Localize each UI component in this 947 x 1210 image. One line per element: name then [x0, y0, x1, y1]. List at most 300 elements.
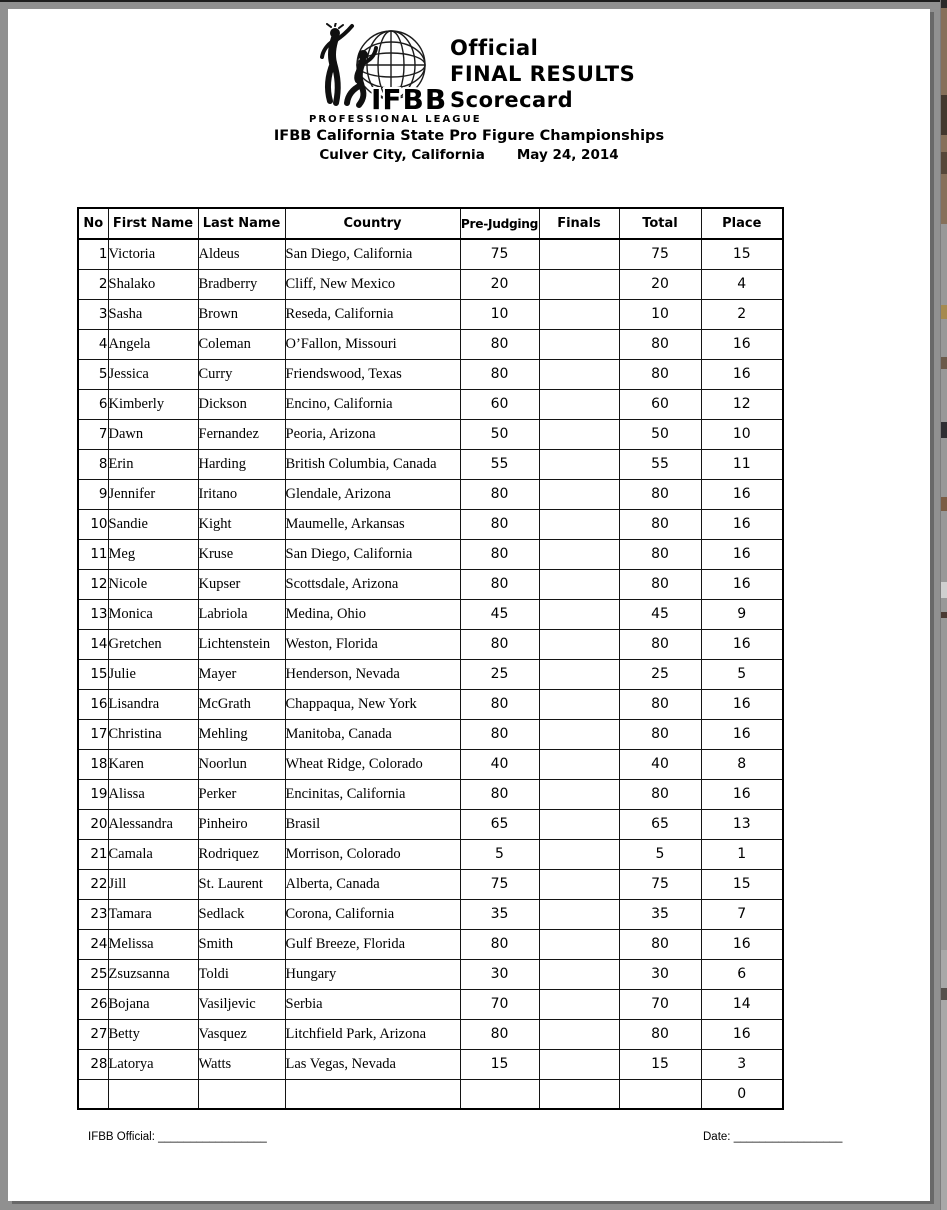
- background-window-fragment: [941, 582, 947, 598]
- doc-type-line-3: Scorecard: [450, 88, 574, 112]
- cell-first-name: Nicole: [108, 569, 198, 599]
- cell-last-name: Iritano: [198, 479, 285, 509]
- table-row: [78, 509, 783, 539]
- table-row: [78, 1049, 783, 1079]
- table-row: [78, 929, 783, 959]
- cell-pre-judging: 25: [460, 659, 539, 689]
- cell-total: 80: [619, 509, 701, 539]
- logo-org-text: IFBB: [371, 83, 448, 116]
- cell-place: 12: [701, 389, 783, 419]
- cell-place: 16: [701, 359, 783, 389]
- cell-no: [78, 1079, 108, 1109]
- cell-first-name: Alessandra: [108, 809, 198, 839]
- cell-country: Henderson, Nevada: [285, 659, 460, 689]
- cell-place: 16: [701, 569, 783, 599]
- cell-total: 80: [619, 689, 701, 719]
- cell-country: Las Vegas, Nevada: [285, 1049, 460, 1079]
- cell-first-name: Jennifer: [108, 479, 198, 509]
- table-row: [78, 1079, 783, 1109]
- cell-pre-judging: 30: [460, 959, 539, 989]
- cell-first-name: Jill: [108, 869, 198, 899]
- table-row: [78, 869, 783, 899]
- cell-country: San Diego, California: [285, 239, 460, 269]
- cell-finals: [539, 1019, 619, 1049]
- cell-country: Weston, Florida: [285, 629, 460, 659]
- background-window-fragment: [941, 95, 947, 135]
- table-row: [78, 689, 783, 719]
- cell-country: Chappaqua, New York: [285, 689, 460, 719]
- cell-pre-judging: 80: [460, 779, 539, 809]
- cell-place: 16: [701, 509, 783, 539]
- cell-country: Wheat Ridge, Colorado: [285, 749, 460, 779]
- cell-finals: [539, 299, 619, 329]
- cell-first-name: Tamara: [108, 899, 198, 929]
- cell-total: 80: [619, 479, 701, 509]
- background-window-fragment: [941, 305, 947, 319]
- cell-no: 10: [78, 509, 108, 539]
- cell-last-name: Sedlack: [198, 899, 285, 929]
- cell-no: 6: [78, 389, 108, 419]
- table-row: [78, 269, 783, 299]
- cell-first-name: Zsuzsanna: [108, 959, 198, 989]
- cell-finals: [539, 749, 619, 779]
- background-window-fragment: [941, 497, 947, 511]
- cell-finals: [539, 1079, 619, 1109]
- table-row: [78, 1019, 783, 1049]
- cell-finals: [539, 989, 619, 1019]
- background-window-fragment: [941, 0, 947, 8]
- cell-place: 0: [701, 1079, 783, 1109]
- cell-place: 16: [701, 329, 783, 359]
- cell-country: Glendale, Arizona: [285, 479, 460, 509]
- cell-last-name: Dickson: [198, 389, 285, 419]
- cell-total: 75: [619, 239, 701, 269]
- cell-no: 26: [78, 989, 108, 1019]
- cell-no: 11: [78, 539, 108, 569]
- cell-no: 2: [78, 269, 108, 299]
- cell-no: 8: [78, 449, 108, 479]
- cell-no: 16: [78, 689, 108, 719]
- table-row: [78, 839, 783, 869]
- cell-first-name: Christina: [108, 719, 198, 749]
- cell-finals: [539, 449, 619, 479]
- cell-pre-judging: 80: [460, 569, 539, 599]
- cell-last-name: St. Laurent: [198, 869, 285, 899]
- cell-first-name: Karen: [108, 749, 198, 779]
- table-row: [78, 419, 783, 449]
- cell-first-name: Betty: [108, 1019, 198, 1049]
- cell-first-name: Sandie: [108, 509, 198, 539]
- cell-pre-judging: 80: [460, 479, 539, 509]
- cell-first-name: Kimberly: [108, 389, 198, 419]
- cell-no: 7: [78, 419, 108, 449]
- cell-finals: [539, 809, 619, 839]
- cell-pre-judging: 80: [460, 359, 539, 389]
- cell-pre-judging: 80: [460, 629, 539, 659]
- cell-finals: [539, 779, 619, 809]
- cell-country: O’Fallon, Missouri: [285, 329, 460, 359]
- cell-pre-judging: 40: [460, 749, 539, 779]
- cell-last-name: Fernandez: [198, 419, 285, 449]
- cell-first-name: Meg: [108, 539, 198, 569]
- table-row: [78, 539, 783, 569]
- cell-total: 45: [619, 599, 701, 629]
- header-row: [78, 208, 783, 239]
- table-row: [78, 569, 783, 599]
- cell-first-name: Monica: [108, 599, 198, 629]
- table-row: [78, 629, 783, 659]
- cell-total: 80: [619, 569, 701, 599]
- cell-finals: [539, 419, 619, 449]
- cell-first-name: Sasha: [108, 299, 198, 329]
- cell-last-name: Watts: [198, 1049, 285, 1079]
- cell-pre-judging: 80: [460, 1019, 539, 1049]
- cell-total: [619, 1079, 701, 1109]
- cell-no: 25: [78, 959, 108, 989]
- cell-last-name: Noorlun: [198, 749, 285, 779]
- cell-total: 80: [619, 1019, 701, 1049]
- cell-last-name: Vasquez: [198, 1019, 285, 1049]
- cell-first-name: Gretchen: [108, 629, 198, 659]
- cell-country: San Diego, California: [285, 539, 460, 569]
- cell-no: 21: [78, 839, 108, 869]
- table-row: [78, 779, 783, 809]
- cell-place: 1: [701, 839, 783, 869]
- cell-pre-judging: 80: [460, 689, 539, 719]
- cell-total: 75: [619, 869, 701, 899]
- cell-no: 14: [78, 629, 108, 659]
- cell-pre-judging: 5: [460, 839, 539, 869]
- column-header-no: No: [78, 208, 108, 239]
- cell-finals: [539, 659, 619, 689]
- cell-total: 80: [619, 719, 701, 749]
- cell-last-name: Kruse: [198, 539, 285, 569]
- cell-last-name: Harding: [198, 449, 285, 479]
- cell-place: 7: [701, 899, 783, 929]
- cell-first-name: Victoria: [108, 239, 198, 269]
- cell-last-name: Vasiljevic: [198, 989, 285, 1019]
- cell-last-name: Coleman: [198, 329, 285, 359]
- cell-finals: [539, 569, 619, 599]
- column-header-pre-judging: Pre-Judging: [460, 208, 539, 239]
- cell-country: Litchfield Park, Arizona: [285, 1019, 460, 1049]
- table-row: [78, 719, 783, 749]
- cell-no: 20: [78, 809, 108, 839]
- cell-place: 15: [701, 869, 783, 899]
- cell-first-name: Shalako: [108, 269, 198, 299]
- column-header-last-name: Last Name: [198, 208, 285, 239]
- cell-last-name: Perker: [198, 779, 285, 809]
- cell-no: 27: [78, 1019, 108, 1049]
- cell-finals: [539, 929, 619, 959]
- background-window-fragment: [941, 612, 947, 618]
- background-window-fragment: [941, 152, 947, 174]
- column-header-total: Total: [619, 208, 701, 239]
- cell-pre-judging: 20: [460, 269, 539, 299]
- cell-place: 4: [701, 269, 783, 299]
- cell-first-name: Dawn: [108, 419, 198, 449]
- cell-pre-judging: [460, 1079, 539, 1109]
- cell-last-name: Pinheiro: [198, 809, 285, 839]
- cell-place: 13: [701, 809, 783, 839]
- cell-place: 16: [701, 1019, 783, 1049]
- cell-place: 16: [701, 779, 783, 809]
- cell-finals: [539, 719, 619, 749]
- cell-place: 16: [701, 629, 783, 659]
- cell-finals: [539, 479, 619, 509]
- doc-type-line-2: FINAL RESULTS: [450, 62, 636, 86]
- table-row: [78, 749, 783, 779]
- cell-pre-judging: 75: [460, 239, 539, 269]
- cell-finals: [539, 239, 619, 269]
- cell-no: 23: [78, 899, 108, 929]
- cell-first-name: Lisandra: [108, 689, 198, 719]
- cell-place: 8: [701, 749, 783, 779]
- event-location: Culver City, California: [319, 147, 485, 163]
- cell-finals: [539, 539, 619, 569]
- table-row: [78, 479, 783, 509]
- cell-total: 10: [619, 299, 701, 329]
- cell-total: 60: [619, 389, 701, 419]
- background-window-fragment: [941, 988, 947, 1000]
- cell-last-name: [198, 1079, 285, 1109]
- cell-place: 16: [701, 539, 783, 569]
- cell-pre-judging: 80: [460, 929, 539, 959]
- cell-finals: [539, 869, 619, 899]
- results-table: [77, 207, 784, 1110]
- cell-no: 19: [78, 779, 108, 809]
- cell-first-name: Camala: [108, 839, 198, 869]
- cell-country: Brasil: [285, 809, 460, 839]
- cell-total: 80: [619, 539, 701, 569]
- cell-last-name: Smith: [198, 929, 285, 959]
- cell-place: 3: [701, 1049, 783, 1079]
- table-row: [78, 299, 783, 329]
- logo-tagline-text: PROFESSIONAL LEAGUE: [309, 114, 481, 125]
- cell-no: 24: [78, 929, 108, 959]
- cell-country: Encinitas, California: [285, 779, 460, 809]
- cell-country: Corona, California: [285, 899, 460, 929]
- cell-pre-judging: 75: [460, 869, 539, 899]
- cell-last-name: Brown: [198, 299, 285, 329]
- cell-finals: [539, 959, 619, 989]
- cell-finals: [539, 599, 619, 629]
- cell-no: 17: [78, 719, 108, 749]
- doc-type-title: [450, 35, 635, 113]
- cell-country: Scottsdale, Arizona: [285, 569, 460, 599]
- viewer-top-border: [0, 0, 947, 2]
- cell-country: Maumelle, Arkansas: [285, 509, 460, 539]
- cell-first-name: Jessica: [108, 359, 198, 389]
- cell-pre-judging: 55: [460, 449, 539, 479]
- cell-total: 25: [619, 659, 701, 689]
- cell-pre-judging: 10: [460, 299, 539, 329]
- cell-country: Gulf Breeze, Florida: [285, 929, 460, 959]
- cell-last-name: Kupser: [198, 569, 285, 599]
- table-row: [78, 659, 783, 689]
- cell-last-name: Bradberry: [198, 269, 285, 299]
- background-window-fragment: [941, 357, 947, 369]
- table-row: [78, 359, 783, 389]
- table-row: [78, 809, 783, 839]
- cell-pre-judging: 45: [460, 599, 539, 629]
- cell-first-name: Latorya: [108, 1049, 198, 1079]
- cell-country: Alberta, Canada: [285, 869, 460, 899]
- cell-country: Encino, California: [285, 389, 460, 419]
- cell-total: 65: [619, 809, 701, 839]
- cell-total: 40: [619, 749, 701, 779]
- cell-last-name: McGrath: [198, 689, 285, 719]
- cell-finals: [539, 689, 619, 719]
- column-header-country: Country: [285, 208, 460, 239]
- cell-total: 15: [619, 1049, 701, 1079]
- cell-country: [285, 1079, 460, 1109]
- table-row: [78, 989, 783, 1019]
- column-header-finals: Finals: [539, 208, 619, 239]
- cell-last-name: Mayer: [198, 659, 285, 689]
- date-signature-line: [703, 1131, 842, 1143]
- event-name: IFBB California State Pro Figure Championships: [273, 128, 665, 144]
- cell-last-name: Labriola: [198, 599, 285, 629]
- cell-no: 13: [78, 599, 108, 629]
- cell-finals: [539, 899, 619, 929]
- event-subtitle: [8, 147, 930, 163]
- cell-total: 80: [619, 929, 701, 959]
- doc-type-line-1: Official: [450, 36, 539, 60]
- cell-first-name: Julie: [108, 659, 198, 689]
- cell-finals: [539, 359, 619, 389]
- cell-country: Hungary: [285, 959, 460, 989]
- posing-figures-icon: [322, 23, 376, 105]
- cell-last-name: Curry: [198, 359, 285, 389]
- cell-total: 80: [619, 359, 701, 389]
- cell-total: 80: [619, 779, 701, 809]
- cell-country: Medina, Ohio: [285, 599, 460, 629]
- cell-place: 16: [701, 719, 783, 749]
- cell-total: 35: [619, 899, 701, 929]
- date-blank: _________________: [733, 1131, 843, 1143]
- cell-total: 80: [619, 329, 701, 359]
- cell-country: British Columbia, Canada: [285, 449, 460, 479]
- cell-no: 4: [78, 329, 108, 359]
- cell-first-name: Alissa: [108, 779, 198, 809]
- cell-total: 55: [619, 449, 701, 479]
- cell-total: 70: [619, 989, 701, 1019]
- cell-last-name: Aldeus: [198, 239, 285, 269]
- cell-no: 12: [78, 569, 108, 599]
- cell-place: 11: [701, 449, 783, 479]
- cell-country: Serbia: [285, 989, 460, 1019]
- cell-place: 16: [701, 479, 783, 509]
- cell-no: 18: [78, 749, 108, 779]
- cell-pre-judging: 80: [460, 509, 539, 539]
- cell-pre-judging: 15: [460, 1049, 539, 1079]
- cell-place: 6: [701, 959, 783, 989]
- cell-country: Reseda, California: [285, 299, 460, 329]
- cell-finals: [539, 1049, 619, 1079]
- cell-place: 10: [701, 419, 783, 449]
- cell-no: 3: [78, 299, 108, 329]
- cell-pre-judging: 60: [460, 389, 539, 419]
- cell-total: 5: [619, 839, 701, 869]
- table-row: [78, 389, 783, 419]
- cell-no: 15: [78, 659, 108, 689]
- cell-place: 16: [701, 929, 783, 959]
- cell-country: Cliff, New Mexico: [285, 269, 460, 299]
- cell-pre-judging: 80: [460, 719, 539, 749]
- cell-country: Morrison, Colorado: [285, 839, 460, 869]
- cell-first-name: Bojana: [108, 989, 198, 1019]
- cell-last-name: Kight: [198, 509, 285, 539]
- cell-country: Friendswood, Texas: [285, 359, 460, 389]
- table-row: [78, 899, 783, 929]
- table-row: [78, 599, 783, 629]
- official-blank: _________________: [158, 1131, 267, 1143]
- cell-last-name: Rodriquez: [198, 839, 285, 869]
- official-label: IFBB Official:: [88, 1131, 155, 1143]
- table-row: [78, 329, 783, 359]
- cell-place: 9: [701, 599, 783, 629]
- cell-first-name: [108, 1079, 198, 1109]
- official-signature-line: [88, 1131, 267, 1143]
- cell-finals: [539, 269, 619, 299]
- cell-pre-judging: 35: [460, 899, 539, 929]
- cell-finals: [539, 329, 619, 359]
- cell-total: 20: [619, 269, 701, 299]
- date-label: Date:: [703, 1131, 731, 1143]
- cell-country: Manitoba, Canada: [285, 719, 460, 749]
- cell-first-name: Angela: [108, 329, 198, 359]
- event-date: May 24, 2014: [516, 147, 619, 163]
- cell-no: 9: [78, 479, 108, 509]
- cell-pre-judging: 80: [460, 539, 539, 569]
- background-window-fragment: [941, 422, 947, 438]
- cell-finals: [539, 629, 619, 659]
- cell-finals: [539, 389, 619, 419]
- cell-total: 30: [619, 959, 701, 989]
- cell-place: 14: [701, 989, 783, 1019]
- cell-last-name: Toldi: [198, 959, 285, 989]
- cell-place: 2: [701, 299, 783, 329]
- cell-place: 5: [701, 659, 783, 689]
- cell-no: 5: [78, 359, 108, 389]
- cell-last-name: Lichtenstein: [198, 629, 285, 659]
- cell-first-name: Erin: [108, 449, 198, 479]
- table-row: [78, 239, 783, 269]
- cell-no: 1: [78, 239, 108, 269]
- cell-finals: [539, 839, 619, 869]
- cell-country: Peoria, Arizona: [285, 419, 460, 449]
- cell-pre-judging: 80: [460, 329, 539, 359]
- cell-first-name: Melissa: [108, 929, 198, 959]
- scorecard-page: [8, 9, 930, 1201]
- cell-total: 80: [619, 629, 701, 659]
- cell-pre-judging: 70: [460, 989, 539, 1019]
- cell-place: 16: [701, 689, 783, 719]
- cell-no: 28: [78, 1049, 108, 1079]
- table-row: [78, 449, 783, 479]
- cell-pre-judging: 50: [460, 419, 539, 449]
- cell-total: 50: [619, 419, 701, 449]
- table-row: [78, 959, 783, 989]
- cell-last-name: Mehling: [198, 719, 285, 749]
- column-header-place: Place: [701, 208, 783, 239]
- cell-no: 22: [78, 869, 108, 899]
- cell-finals: [539, 509, 619, 539]
- cell-pre-judging: 65: [460, 809, 539, 839]
- column-header-first-name: First Name: [108, 208, 198, 239]
- cell-place: 15: [701, 239, 783, 269]
